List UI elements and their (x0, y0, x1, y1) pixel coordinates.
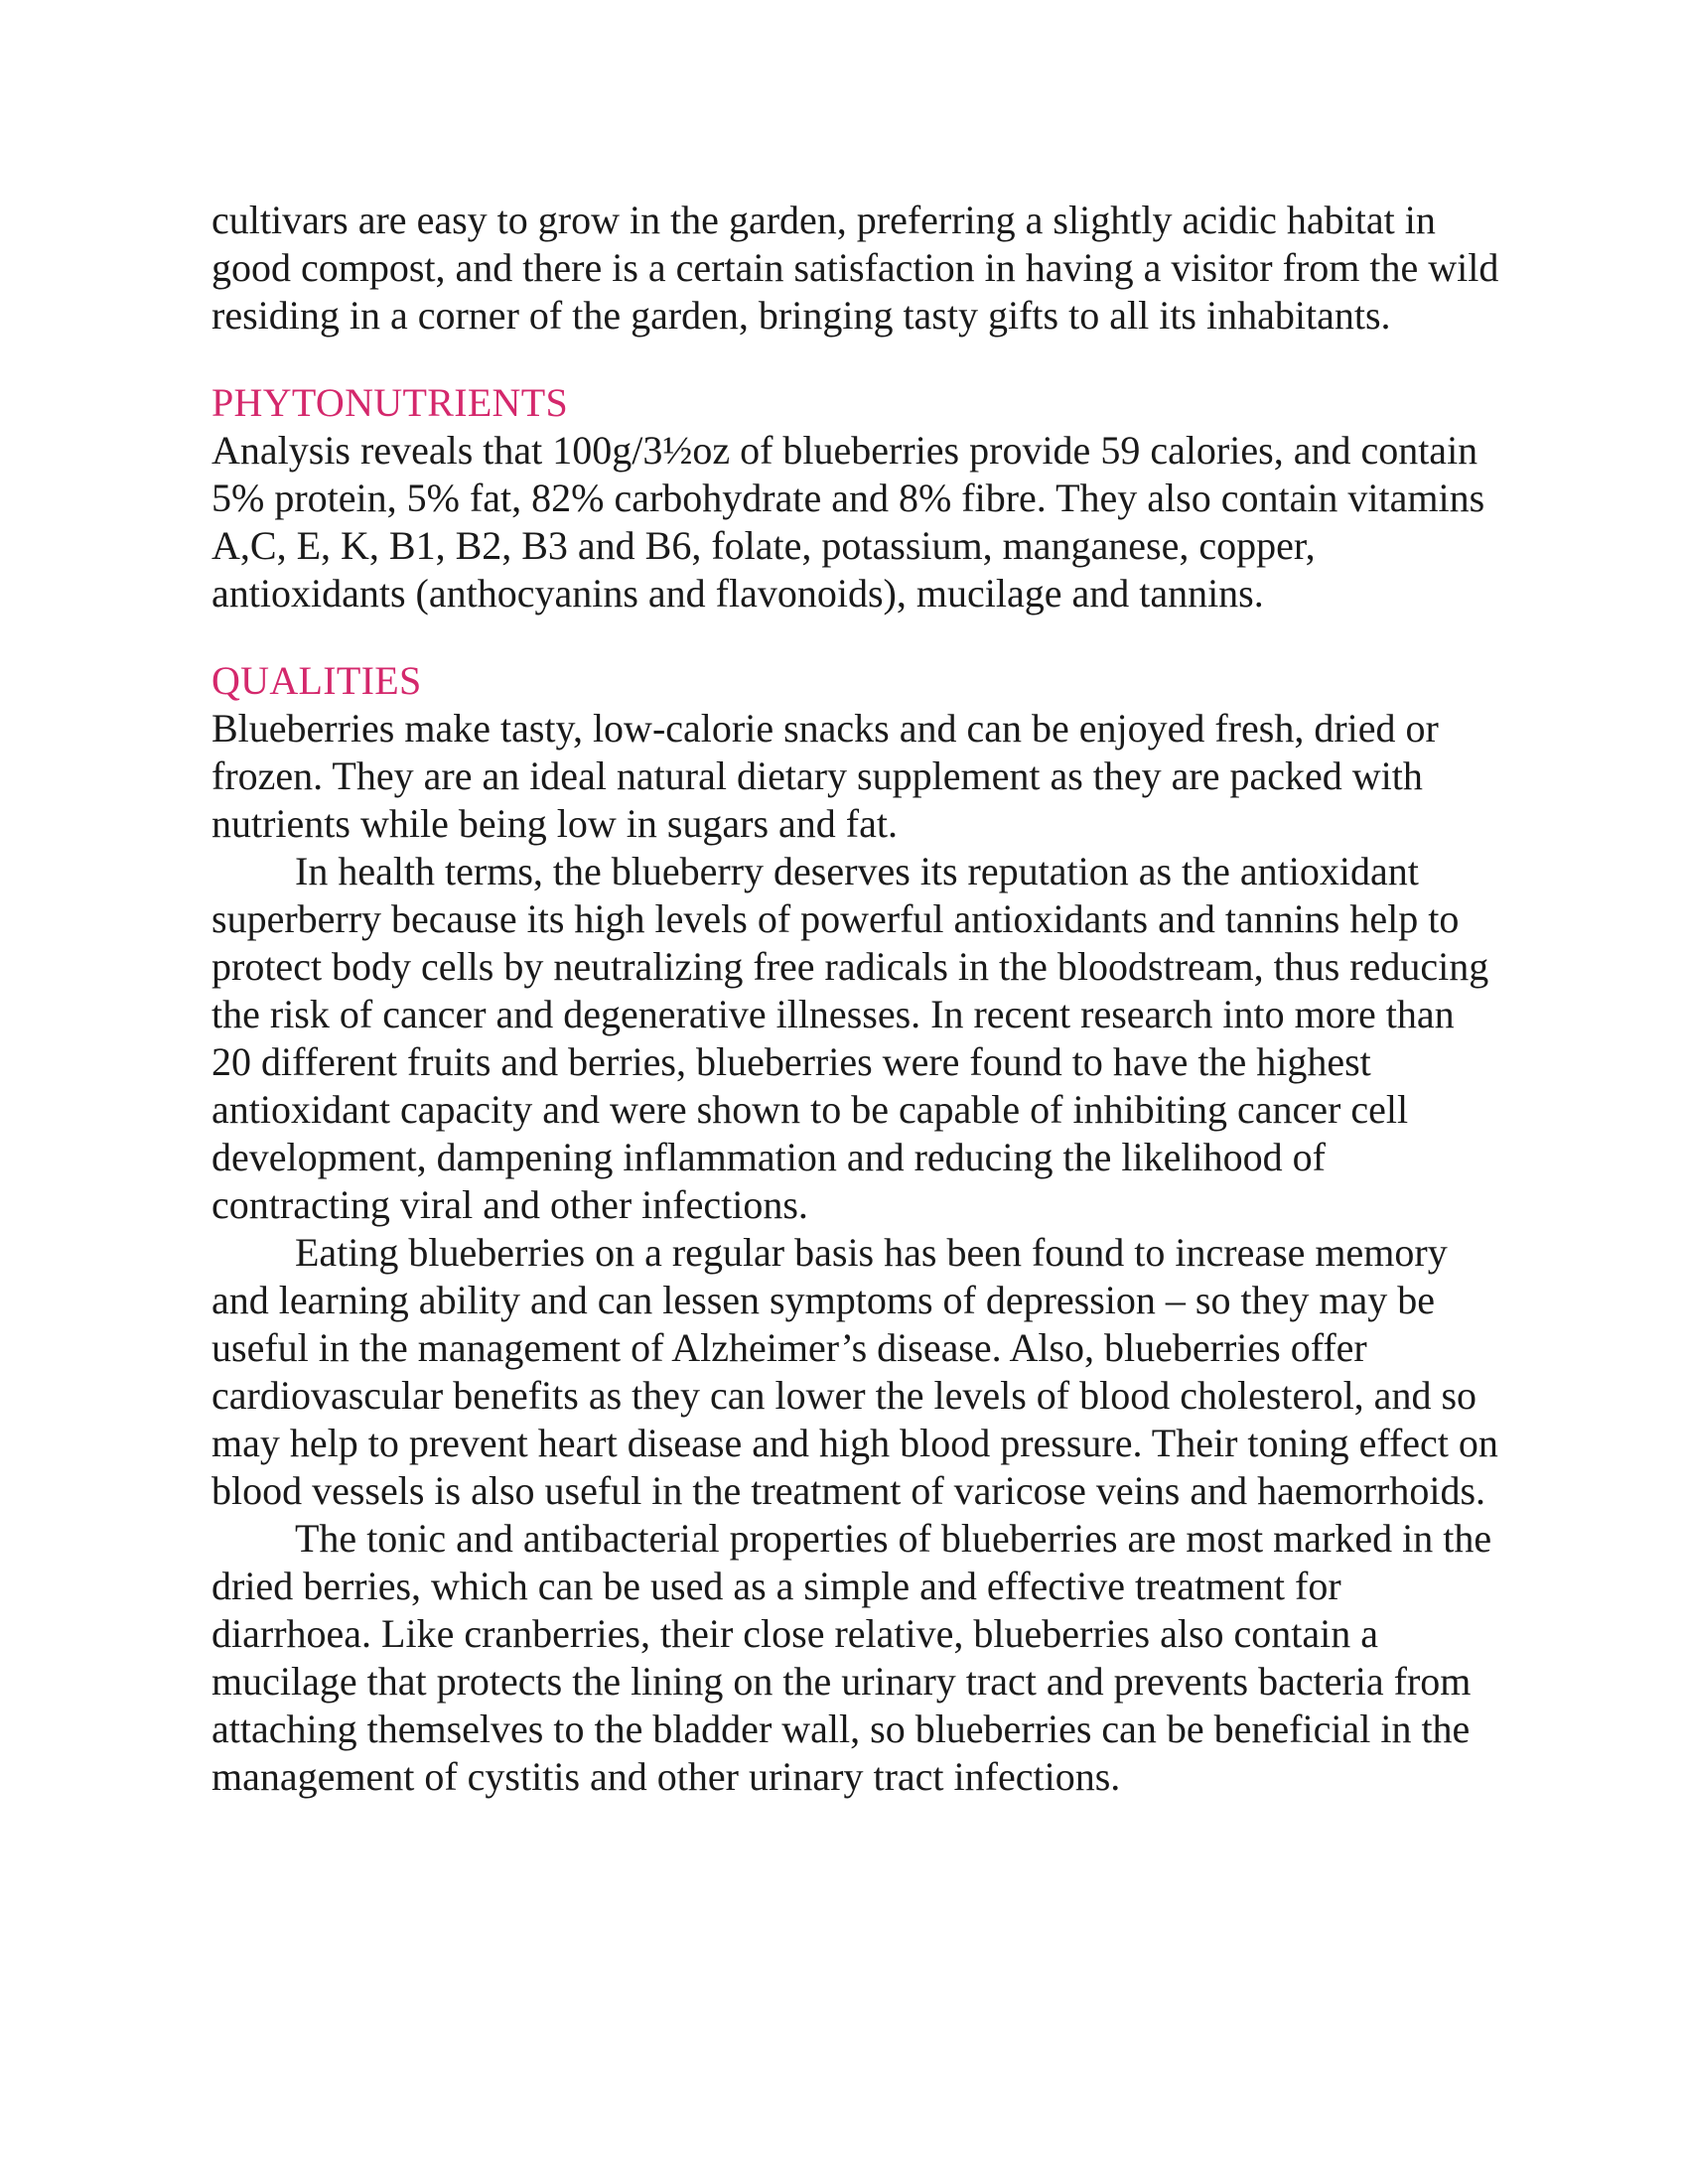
phytonutrients-heading: PHYTONUTRIENTS (211, 380, 569, 425)
qualities-paragraph-4: The tonic and antibacterial properties of blueberries are most marked in the dried berries, which can be used as a simple and effective treatment for diarrhoea. Like cranberries, their close relative, blueberries also contain a mucilage that protects the lining on the urinary tract and prevents bacteria from attaching themselves to the bladder wall, so blueberries can be beneficial in the management of cystitis and other urinary tract infections. (211, 1516, 1492, 1799)
qualities-paragraph-1: Blueberries make tasty, low-calorie snacks and can be enjoyed fresh, dried or frozen. They are an ideal natural dietary supplement as they are packed with nutrients while being low in sugars and fat. (211, 706, 1439, 846)
document-page (211, 197, 1502, 1801)
phytonutrients-paragraph: Analysis reveals that 100g/3½oz of blueberries provide 59 calories, and contain 5% protein, 5% fat, 82% carbohydrate and 8% fibre. They also contain vitamins A,C, E, K, B1, B2, B3 and B6, folate, potassium, manganese, copper, antioxidants (anthocyanins and flavonoids), mucilage and tannins. (211, 428, 1485, 615)
qualities-paragraph-3: Eating blueberries on a regular basis has been found to increase memory and learning ability and can lessen symptoms of depression – so they may be useful in the management of Alzheimer’s disease. Also, blueberries offer cardiovascular benefits as they can lower the levels of blood cholesterol, and so may help to prevent heart disease and high blood pressure. Their toning effect on blood vessels is also useful in the treatment of varicose veins and haemorrhoids. (211, 1230, 1498, 1513)
intro-paragraph: cultivars are easy to grow in the garden, preferring a slightly acidic habitat in good compost, and there is a certain satisfaction in having a visitor from the wild residing in a corner of the garden, bringing tasty gifts to all its inhabitants. (211, 198, 1499, 338)
qualities-heading: QUALITIES (211, 658, 422, 703)
qualities-paragraph-2: In health terms, the blueberry deserves its reputation as the antioxidant superberry because its high levels of powerful antioxidants and tannins help to protect body cells by neutralizing free radicals in the bloodstream, thus reducing the risk of cancer and degenerative illnesses. In recent research into more than 20 different fruits and berries, blueberries were found to have the highest antioxidant capacity and were shown to be capable of inhibiting cancer cell development, dampening inflammation and reducing the likelihood of contracting viral and other infections. (211, 849, 1489, 1227)
